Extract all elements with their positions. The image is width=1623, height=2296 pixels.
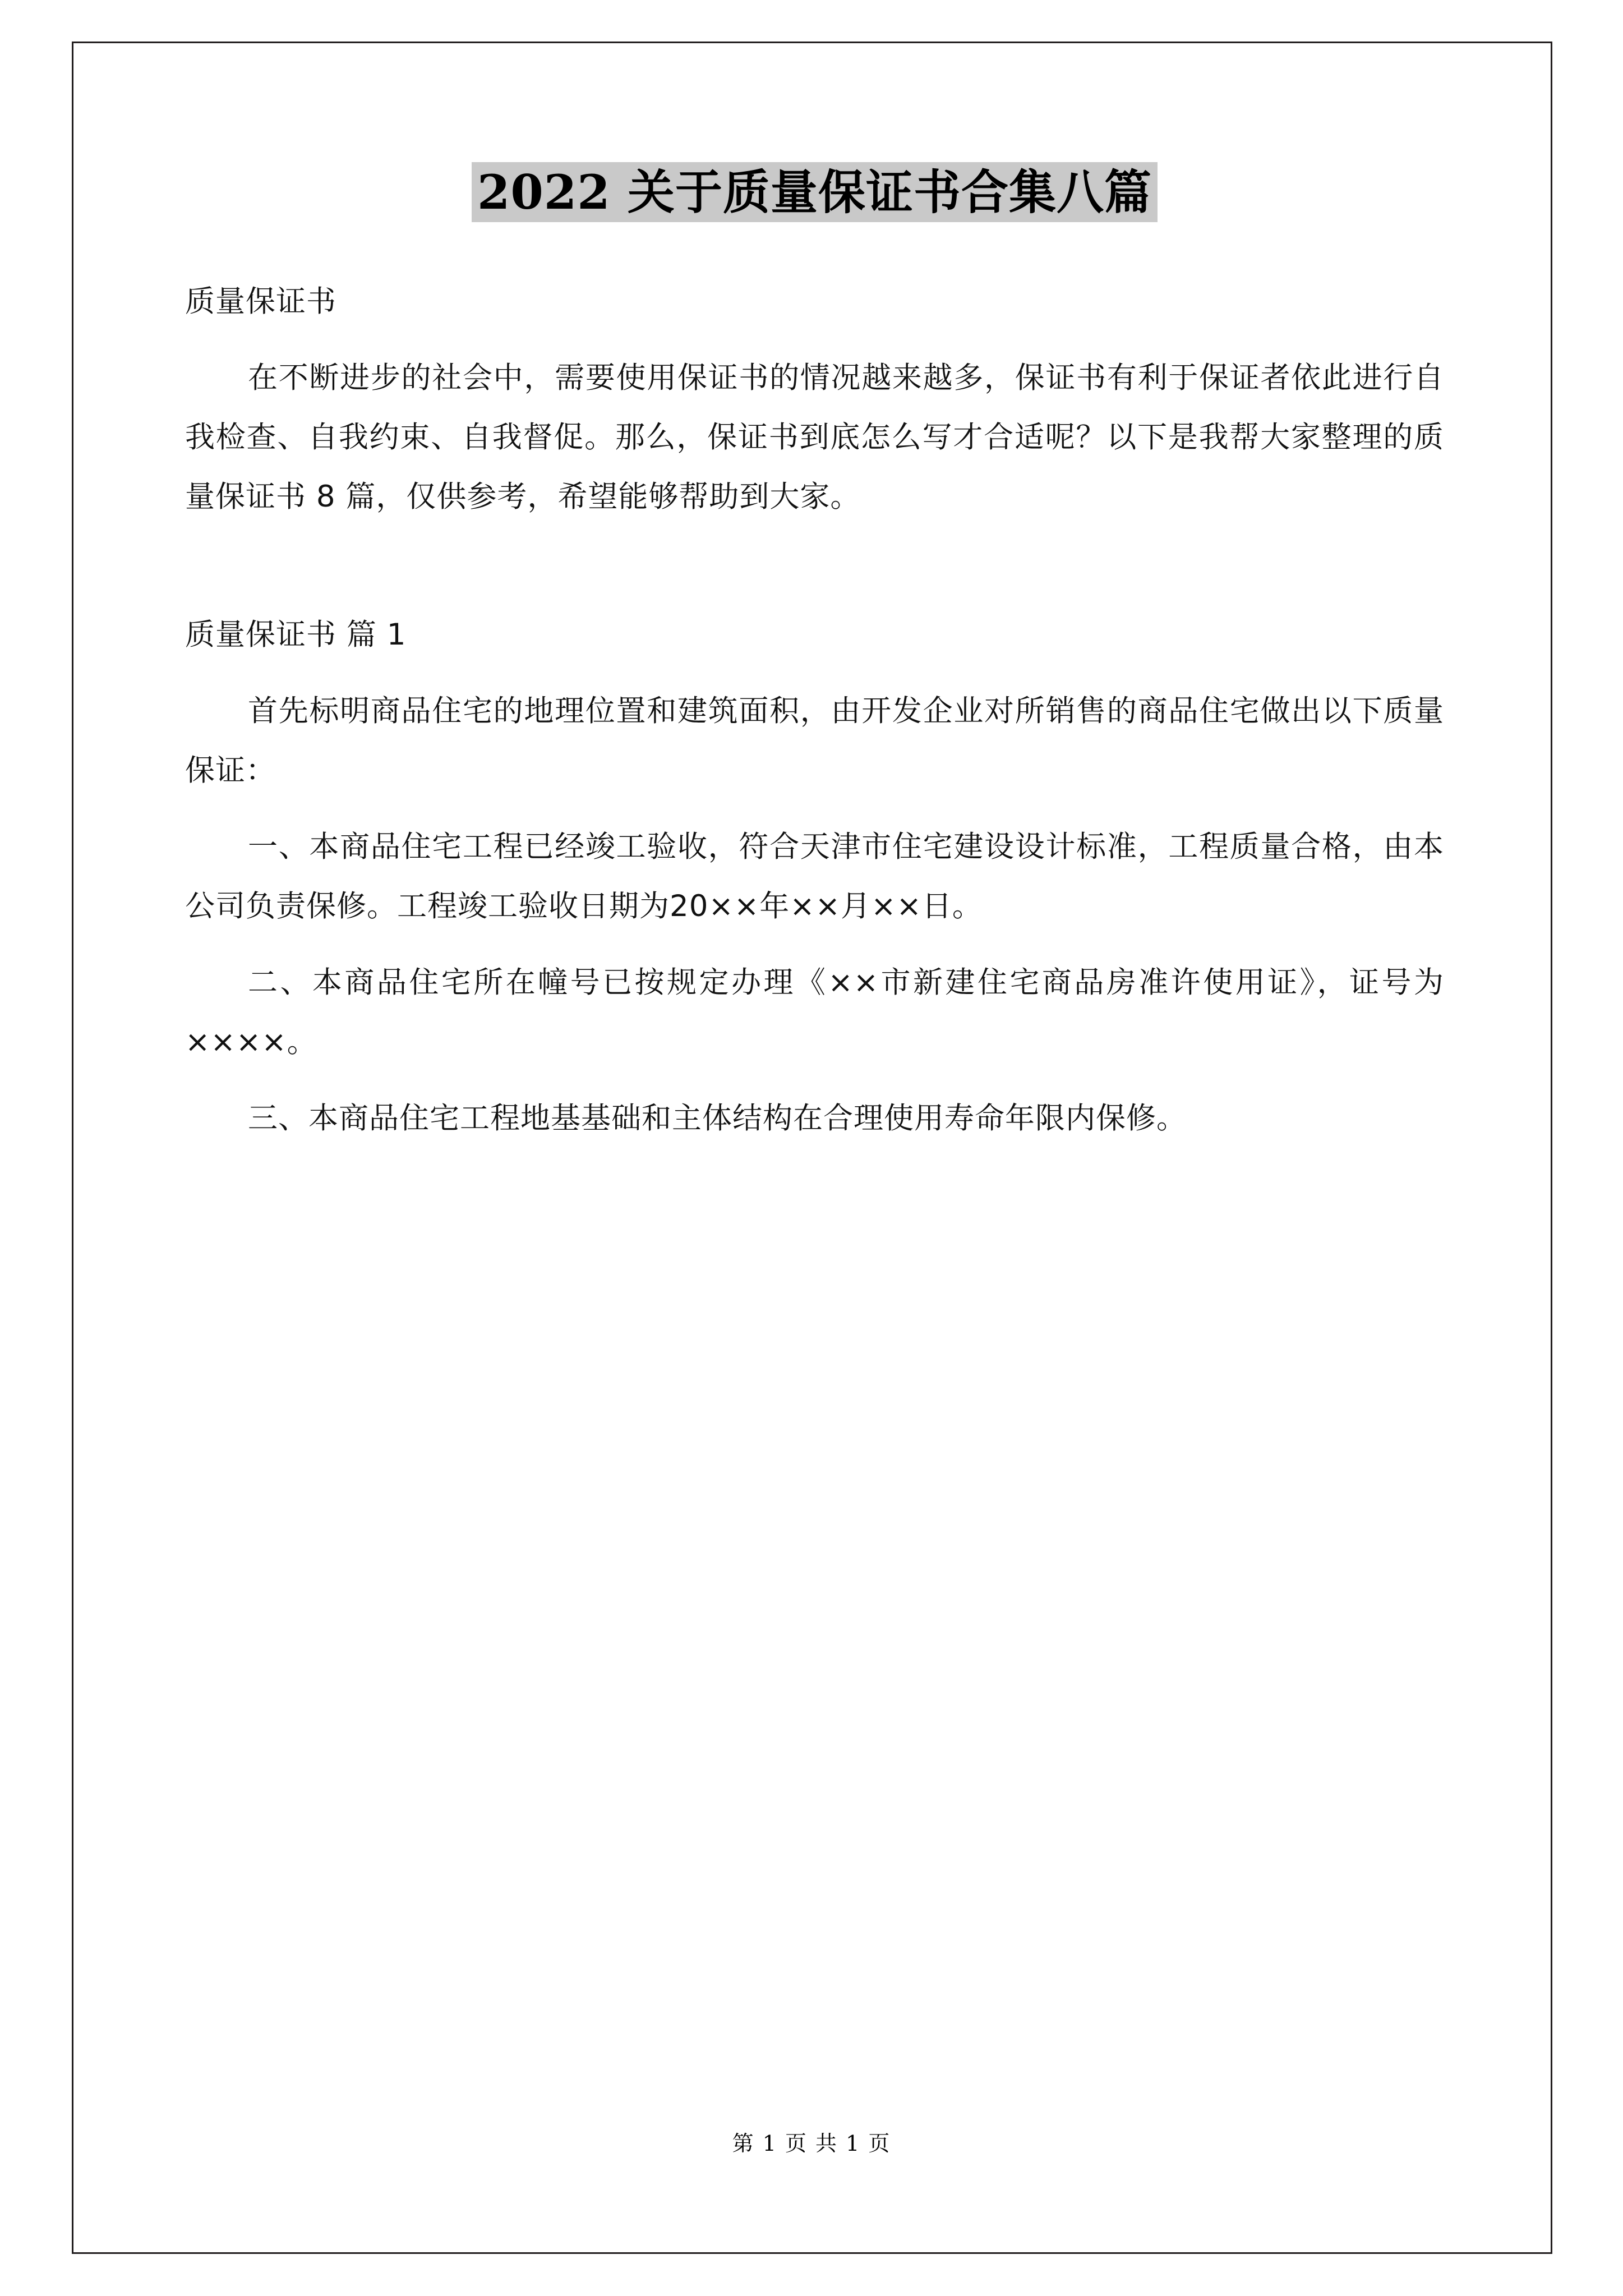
paragraph-item-3: 三、本商品住宅工程地基基础和主体结构在合理使用寿命年限内保修。 — [248, 1101, 1187, 1135]
page-footer: 第 1 页 共 1 页 — [732, 2131, 891, 2156]
paragraph-item-2: 二、本商品住宅所在幢号已按规定办理《××市新建住宅商品房准许使用证》，证号为××××。 — [185, 965, 1444, 1059]
section-spacer — [185, 544, 1444, 605]
paragraph-section-1-heading: 质量保证书 篇 1 — [185, 618, 407, 652]
paragraph-section-1-lead: 首先标明商品住宅的地理位置和建筑面积，由开发企业对所销售的商品住宅做出以下质量保证： — [185, 694, 1444, 788]
paragraph-item-1: 一、本商品住宅工程已经竣工验收，符合天津市住宅建设设计标准，工程质量合格，由本公司负责保修。工程竣工验收日期为20××年××月××日。 — [185, 830, 1444, 923]
paragraph-intro: 在不断进步的社会中，需要使用保证书的情况越来越多，保证书有利于保证者依此进行自我检查、自我约束、自我督促。那么，保证书到底怎么写才合适呢？以下是我帮大家整理的质量保证书 8 篇，仅供参考，希望能够帮助到大家。 — [185, 361, 1444, 514]
paragraph-heading-guarantee: 质量保证书 — [185, 284, 336, 319]
page-title — [185, 163, 1444, 222]
page-title-text: 2022 关于质量保证书合集八篇 — [472, 162, 1158, 222]
document-content — [185, 163, 1444, 1165]
